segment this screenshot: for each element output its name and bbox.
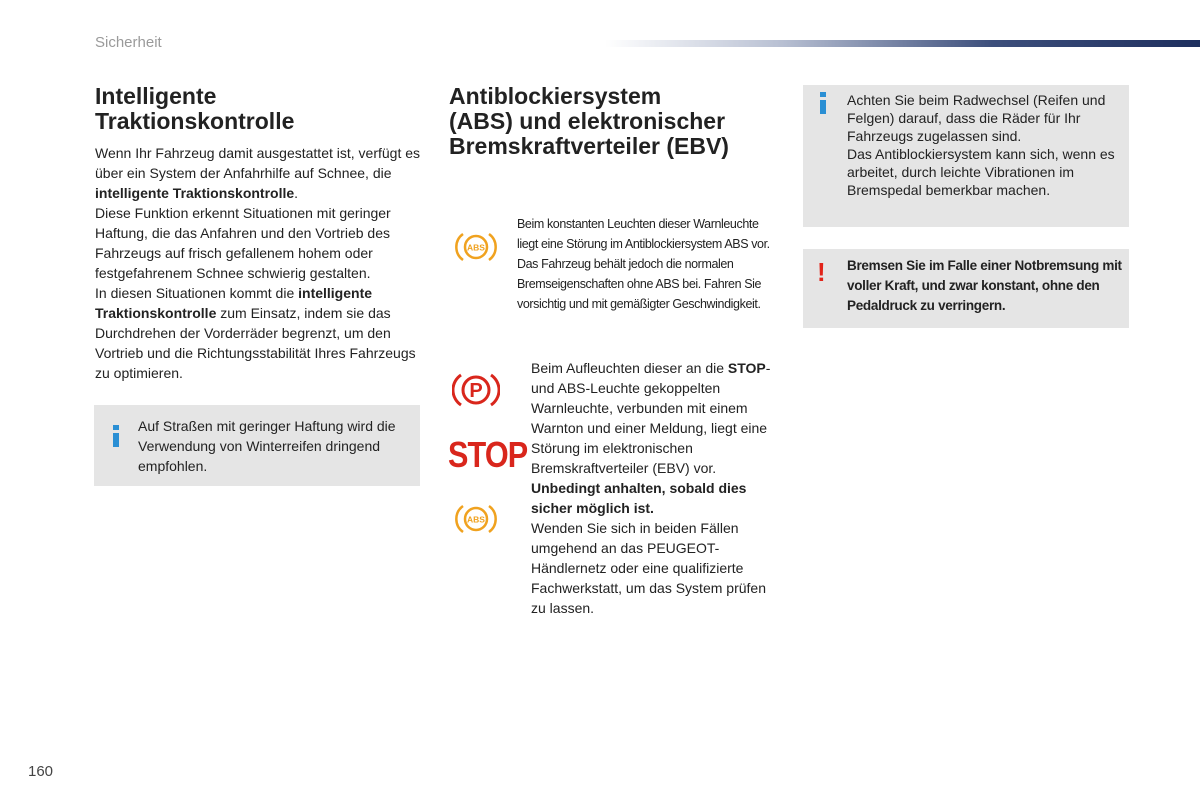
ebv-lamp-description: [531, 358, 779, 618]
info-box-text: [847, 91, 1121, 199]
paragraph: [531, 478, 779, 518]
paragraph: Das Antiblockiersystem kann sich, wenn es arbeitet, durch leichte Vibrationen im Bremspedal bemerkbar machen.: [847, 146, 1115, 198]
title-line: Intelligente: [95, 83, 217, 109]
text: In diesen Situationen kommt die: [95, 285, 299, 301]
text: - und ABS-Leuchte gekoppelten Warnleuchte, verbunden mit einem Warnton und einer Meldung, liegt eine Störung im elektronischen Bremskraftverteiler (EBV) vor.: [531, 360, 771, 476]
text: zum Einsatz, indem sie das Durchdrehen der Vorderräder begrenzt, um den Vortrieb und die Richtungsstabilität Ihres Fahrzeugs zu optimieren.: [95, 305, 416, 381]
info-box-wheel-change: [803, 85, 1129, 227]
bold-text: STOP: [727, 360, 766, 376]
title-line: (ABS) und elektronischer: [449, 108, 726, 134]
paragraph: Achten Sie beim Radwechsel (Reifen und Felgen) darauf, dass die Räder für Ihr Fahrzeugs zugelassen sind.: [847, 92, 1106, 144]
title-line: Antiblockiersystem: [449, 83, 662, 109]
p-icon-label: P: [469, 380, 483, 402]
info-box-text: Auf Straßen mit geringer Haftung wird die Verwendung von Winterreifen dringend empfohlen.: [138, 418, 396, 474]
abs-warning-lamp-icon: [455, 230, 497, 264]
text: Beim Aufleuchten dieser an die: [531, 360, 728, 376]
text: .: [294, 185, 299, 201]
section-label: Sicherheit: [95, 34, 162, 51]
paragraph: Wenden Sie sich in beiden Fällen umgehend an das PEUGEOT-Händlernetz oder eine qualifizierte Fachwerkstatt, um das System prüfen zu lassen.: [531, 520, 766, 616]
column-traction-control: [95, 84, 425, 383]
paragraph: [531, 358, 779, 478]
info-icon: [113, 433, 119, 447]
bold-text: intelligente Traktionskontrolle: [95, 185, 295, 201]
paragraph: Diese Funktion erkennt Situationen mit geringer Haftung, die das Anfahren und den Vortrieb des Fahrzeugs auf frisch gefallenem hohem oder festgefahrenem Schnee schwierig gestalten.: [95, 205, 391, 281]
paragraph: [95, 283, 423, 383]
abs-warning-lamp-icon: [455, 502, 497, 536]
exclamation-icon: !: [817, 257, 826, 287]
column-abs-ebv: [449, 84, 779, 159]
paragraph: Beim konstanten Leuchten dieser Warnleuchte liegt eine Störung im Antiblockiersystem ABS vor.: [517, 217, 770, 251]
info-box-winter-tyres: [94, 405, 420, 486]
warning-box-text: Bremsen Sie im Falle einer Notbremsung mit voller Kraft, und zwar konstant, ohne den Pedaldruck zu verringern.: [847, 258, 1122, 313]
page-number: 160: [28, 763, 54, 780]
bold-text: Unbedingt anhalten, sobald dies sicher möglich ist.: [531, 480, 747, 516]
title-line: Traktionskontrolle: [95, 108, 295, 134]
text: Wenn Ihr Fahrzeug damit ausgestattet ist, verfügt es über ein System der Anfahrhilfe auf Schnee, die: [95, 145, 421, 181]
title-line: Bremskraftverteiler (EBV): [449, 133, 729, 159]
abs-icon-label: ABS: [467, 242, 485, 253]
warning-box-emergency-braking: [803, 249, 1129, 328]
bold-text: intelligente Traktionskontrolle: [95, 285, 373, 321]
abs-lamp-description: [517, 214, 779, 314]
info-icon: [820, 100, 826, 114]
stop-lamp-icon: STOP: [448, 434, 528, 475]
section-title-traction: [95, 84, 425, 134]
header-bar: [605, 40, 1200, 47]
paragraph: [95, 143, 423, 203]
traction-body: [95, 143, 423, 383]
abs-icon-label: ABS: [467, 514, 485, 525]
section-title-abs: [449, 84, 779, 159]
paragraph: Das Fahrzeug behält jedoch die normalen Bremseigenschaften ohne ABS bei. Fahren Sie vorsichtig und mit gemäßigter Geschwindigkeit.: [517, 257, 762, 311]
parking-brake-lamp-icon: [452, 370, 500, 410]
